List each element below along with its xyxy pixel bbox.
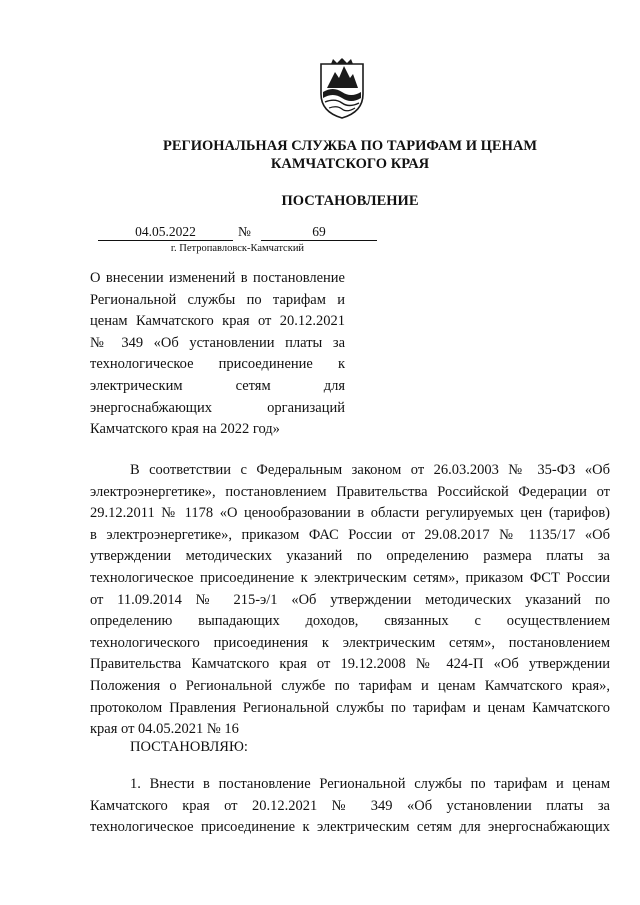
- agency-title: [90, 137, 610, 173]
- subject-line: Камчатского края на 2022 год»: [90, 421, 280, 438]
- document-type-title: ПОСТАНОВЛЕНИЕ: [281, 193, 419, 209]
- paragraph-line: технологическое присоединение к электрическим сетям для энергоснабжающих: [90, 819, 610, 836]
- paragraph-line: Камчатского края от 20.12.2021 № 349 «Об установлении платы за: [90, 797, 610, 814]
- paragraph-line: 1. Внести в постановление Региональной службы по тарифам и ценам: [130, 776, 610, 792]
- paragraph-line: 29.12.2011 № 1178 «О ценообразовании в области регулируемых цен (тарифов): [90, 505, 610, 522]
- resolve-heading: [90, 737, 610, 759]
- subject-line: электрическим сетям для: [90, 377, 345, 394]
- paragraph-line: технологическое присоединение к электрическим сетям», приказом ФСТ России: [90, 569, 610, 586]
- paragraph-line: протоколом Правления Региональной службы по тарифам и ценам Камчатского: [90, 699, 610, 716]
- paragraph-line: края от 04.05.2021 № 16: [90, 721, 239, 738]
- number-label: №: [238, 224, 251, 239]
- subject-line: ценам Камчатского края от 20.12.2021: [90, 313, 345, 330]
- resolve-word: ПОСТАНОВЛЯЮ:: [130, 739, 248, 755]
- kamchatka-coat-of-arms-icon: [317, 58, 367, 120]
- paragraph-line: утверждении методических указаний по определению размера платы за: [90, 548, 610, 565]
- paragraph-line: в электроэнергетике», приказом ФАС России от 29.08.2017 № 1135/17 «Об: [90, 526, 610, 543]
- subject-line: № 349 «Об установлении платы за: [90, 334, 345, 351]
- subject-line: Региональной службы по тарифам и: [90, 291, 345, 308]
- paragraph-line: Правительства Камчатского края от 19.12.2008 № 424-П «Об утверждении: [90, 656, 610, 673]
- subject-line: энергоснабжающих организаций: [90, 399, 345, 416]
- preamble-paragraph: [90, 460, 610, 741]
- paragraph-line: Положения о Региональной службе по тарифам и ценам Камчатского края»,: [90, 677, 610, 694]
- paragraph-line: от 11.09.2014 № 215-э/1 «Об утверждении методических указаний по: [90, 591, 610, 608]
- paragraph-line: электроэнергетике», постановлением Правительства Российской Федерации от: [90, 483, 610, 500]
- document-subject: [90, 268, 345, 441]
- document-city: г. Петропавловск-Камчатский: [170, 243, 305, 254]
- item-1-paragraph: [90, 774, 610, 839]
- paragraph-line: технологического присоединения к электрическим сетям», постановлением: [90, 634, 610, 651]
- document-date: 04.05.2022: [98, 223, 233, 241]
- subject-line: технологическое присоединение к: [90, 356, 345, 373]
- agency-title-line1: РЕГИОНАЛЬНАЯ СЛУЖБА ПО ТАРИФАМ И ЦЕНАМ: [162, 138, 538, 154]
- agency-title-line2: КАМЧАТСКОГО КРАЯ: [270, 156, 430, 172]
- paragraph-line: В соответствии с Федеральным законом от 26.03.2003 № 35-ФЗ «Об: [130, 462, 610, 478]
- paragraph-line: определению выпадающих доходов, связанных с осуществлением: [90, 613, 610, 630]
- document-number: 69: [261, 223, 377, 241]
- subject-line: О внесении изменений в постановление: [90, 270, 345, 286]
